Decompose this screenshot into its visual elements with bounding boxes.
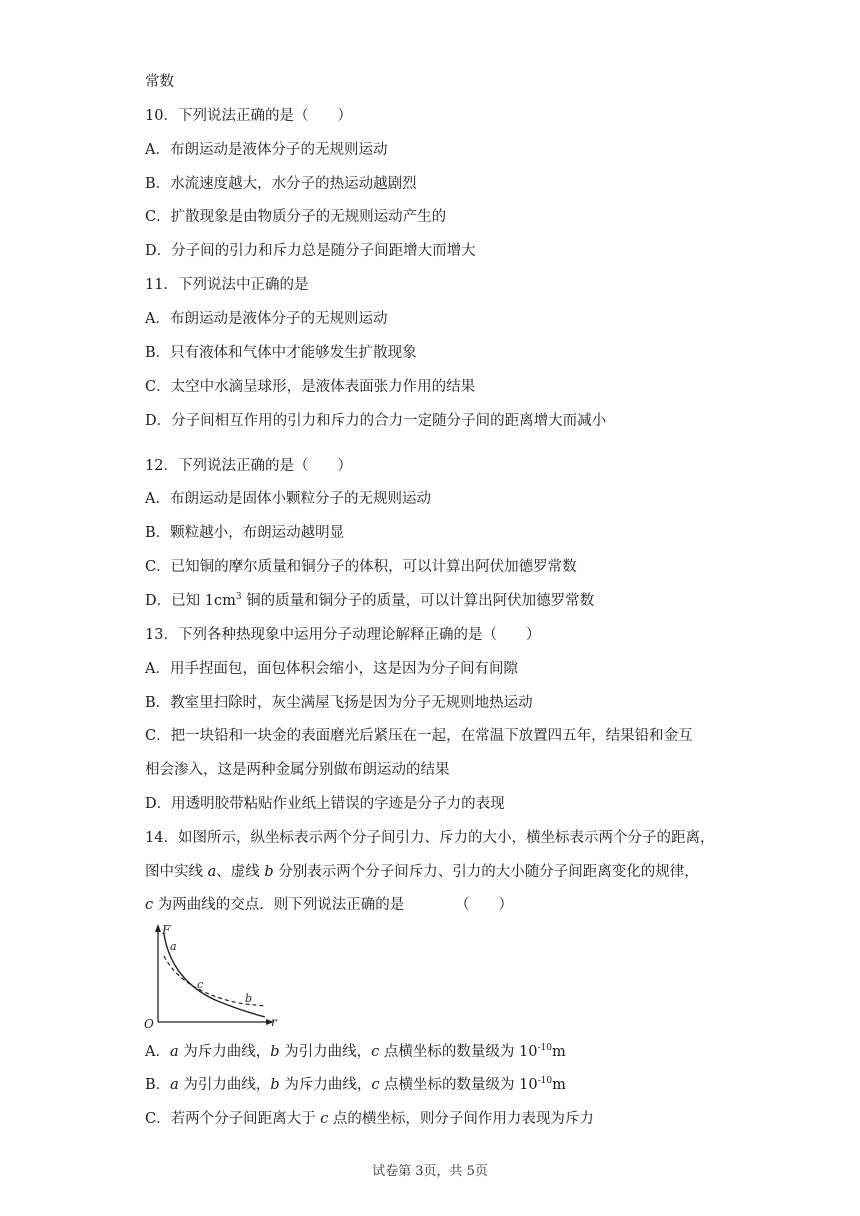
var-c: c [320,1111,329,1127]
text-run: 点的横坐标，则分子间作用力表现为斥力 [328,1111,594,1127]
intersection-c-label: c [197,978,204,991]
var-a: a [170,1077,179,1093]
question-11-option-d: D．分子间相互作用的引力和斥力的合力一定随分子间的距离增大而减小 [145,413,607,429]
var-b: b [264,864,274,880]
question-13-stem: 13．下列各种热现象中运用分子动理论解释正确的是（ ） [145,627,541,643]
question-14-option-c [145,1109,594,1129]
text-run: C．若两个分子间距离大于 [145,1111,321,1127]
var-c: c [145,897,154,913]
question-11-stem: 11．下列说法中正确的是 [145,277,309,293]
text-run: 为斥力曲线， [279,1077,372,1093]
question-10-option-c: C．扩散现象是由物质分子的无规则运动产生的 [145,209,447,225]
unit: m [551,1044,566,1060]
exponent: -10 [537,1043,552,1053]
question-10-option-d: D．分子间的引力和斥力总是随分子间距增大而增大 [145,243,476,259]
cubic-superscript: 3 [235,592,242,602]
var-c: c [371,1044,380,1060]
question-14-option-a [145,1042,566,1062]
x-axis-label: r [271,1015,277,1029]
var-c: c [371,1077,380,1093]
page-footer: 试卷第 3页，共 5页 [372,1164,488,1179]
question-13-option-c-line1: C．把一块铅和一块金的表面磨光后紧压在一起，在常温下放置四五年，结果铅和金互 [145,728,693,744]
unit: m [552,1077,566,1093]
curve-a-label: a [170,940,177,953]
question-10-option-b: B．水流速度越大，水分子的热运动越剧烈 [145,176,417,192]
option-d-prefix: D．已知 1cm [145,593,236,609]
question-10-stem: 10．下列说法正确的是（ ） [145,108,352,124]
question-10-option-a: A．布朗运动是液体分子的无规则运动 [145,142,388,158]
question-12-option-d [145,591,594,611]
text-run: 为引力曲线， [178,1077,271,1093]
text-run: 图中实线 [145,864,208,880]
question-13-option-a: A．用手捏面包，面包体积会缩小，这是因为分子间有间隙 [145,661,518,677]
question-14-stem-line1: 14．如图所示，纵坐标表示两个分子间引力、斥力的大小，横坐标表示两个分子的距离， [145,830,715,846]
question-12-option-c: C．已知铜的摩尔质量和铜分子的体积，可以计算出阿伏加德罗常数 [145,559,577,575]
text-run: A． [145,1044,170,1060]
question-14-option-b [145,1075,566,1095]
text-run: 为斥力曲线， [178,1044,271,1060]
question-12-option-a: A．布朗运动是固体小颗粒分子的无规则运动 [145,491,431,507]
text-run: B． [145,1077,171,1093]
var-a: a [169,1044,179,1060]
text-run: 为引力曲线， [279,1044,372,1060]
question-11-option-a: A．布朗运动是液体分子的无规则运动 [145,311,388,327]
var-a: a [207,864,217,880]
question-12-stem: 12．下列说法正确的是（ ） [145,458,352,474]
question-14-stem-line3 [145,895,513,915]
question-13-option-b: B．教室里扫除时，灰尘满屋飞扬是因为分子无规则地热运动 [145,695,533,711]
curve-b-label: b [245,992,253,1005]
origin-label: O [144,1017,154,1030]
question-13-option-c-line2: 相会渗入，这是两种金属分别做布朗运动的结果 [145,762,450,778]
question-12-option-b: B．颗粒越小，布朗运动越明显 [145,525,345,541]
exponent: -10 [537,1076,553,1086]
y-axis-arrow [155,924,161,932]
force-distance-figure [140,922,290,1030]
y-axis-label: F [162,923,171,937]
text-run: 、虚线 [216,864,265,880]
text-run: 点横坐标的数量级为 10 [379,1044,538,1060]
continuation-text: 常数 [145,74,174,90]
question-11-option-b: B．只有液体和气体中才能够发生扩散现象 [145,345,417,361]
text-run: 为两曲线的交点．则下列说法正确的是 （ ） [153,897,513,913]
text-run: 点横坐标的数量级为 10 [379,1077,538,1093]
text-run: 分别表示两个分子间斥力、引力的大小随分子间距离变化的规律， [273,864,699,880]
question-11-option-c: C．太空中水滴呈球形，是液体表面张力作用的结果 [145,379,476,395]
var-b: b [270,1044,280,1060]
question-13-option-d: D．用透明胶带粘贴作业纸上错误的字迹是分子力的表现 [145,796,505,812]
var-b: b [270,1077,280,1093]
option-d-suffix: 铜的质量和铜分子的质量，可以计算出阿伏加德罗常数 [241,593,595,609]
question-14-stem-line2 [145,862,699,882]
